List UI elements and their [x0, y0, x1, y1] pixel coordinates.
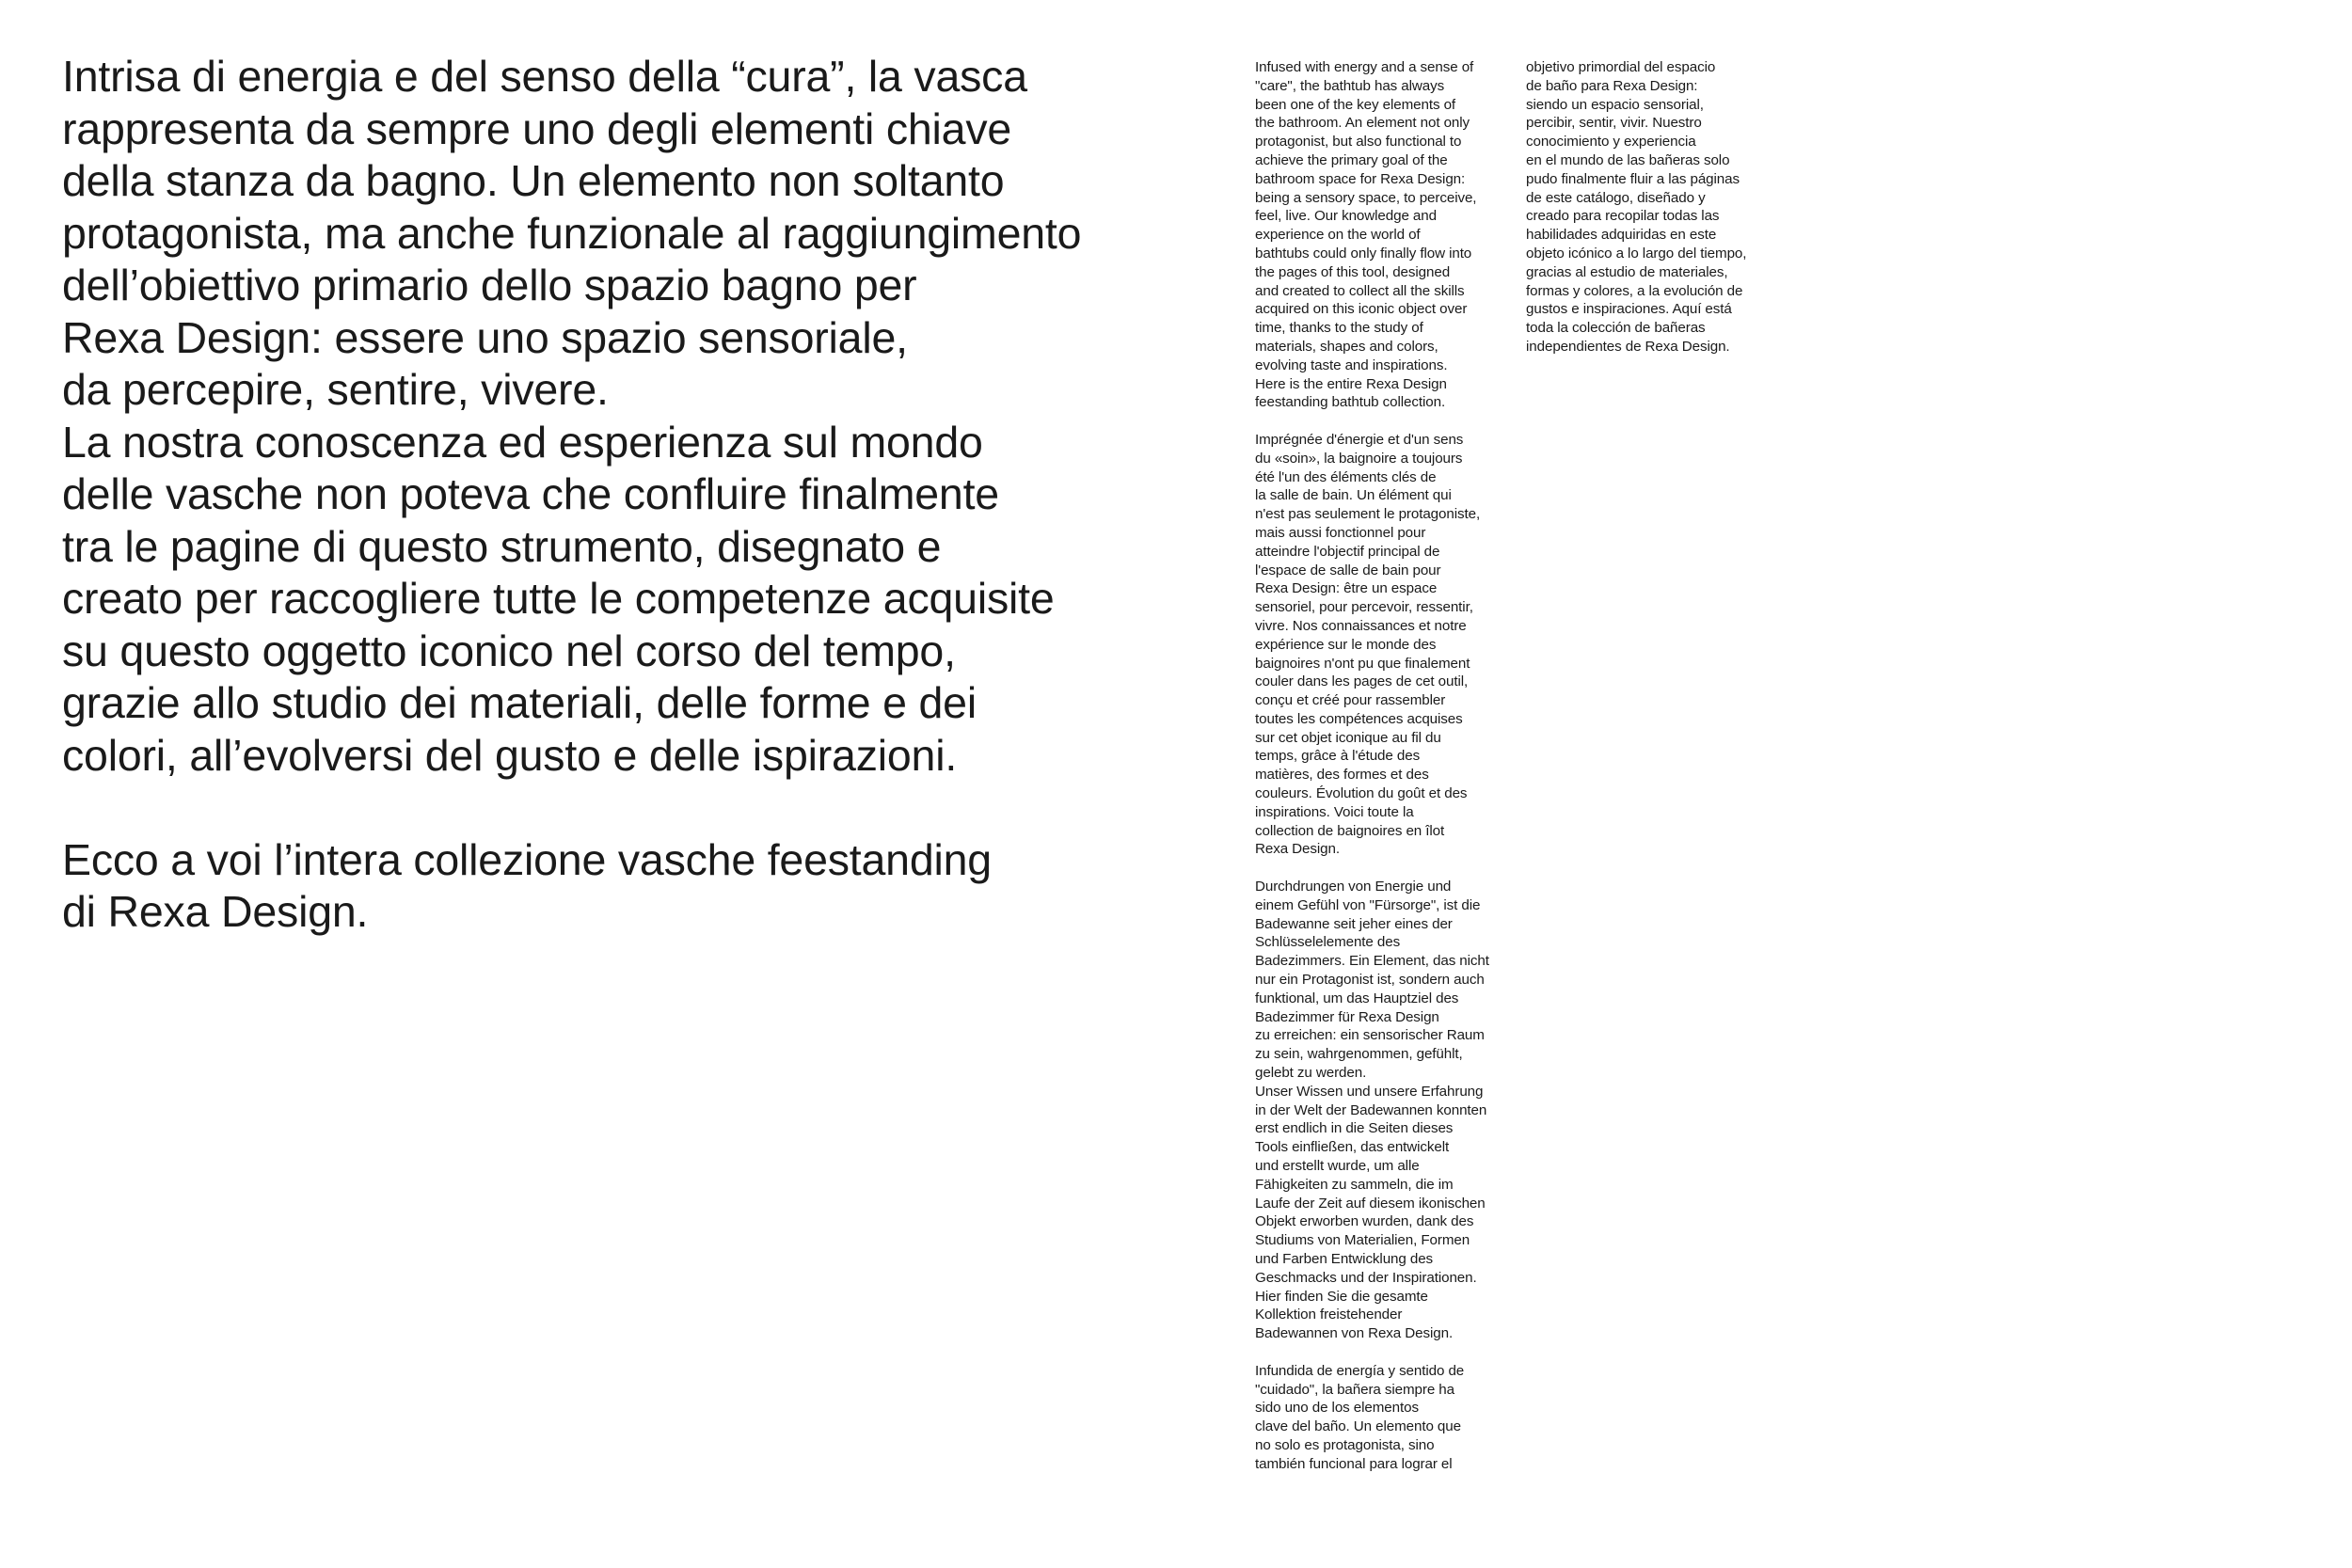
text-line: zu erreichen: ein sensorischer Raum	[1255, 1027, 1485, 1044]
text-line: Intrisa di energia e del senso della “cura”, la vasca	[62, 52, 1027, 101]
text-line: colori, all’evolversi del gusto e delle ispirazioni.	[62, 730, 958, 780]
text-line: acquired on this iconic object over	[1255, 301, 1468, 318]
text-line: couler dans les pages de cet outil,	[1255, 673, 1469, 690]
text-line: "cuidado", la bañera siempre ha	[1255, 1381, 1455, 1398]
text-line: Fähigkeiten zu sammeln, die im	[1255, 1176, 1454, 1193]
text-line: nur ein Protagonist ist, sondern auch	[1255, 972, 1485, 989]
text-line: materials, shapes and colors,	[1255, 338, 1438, 355]
text-line: también funcional para lograr el	[1255, 1455, 1453, 1472]
italian-text	[62, 51, 1191, 939]
text-line: bathroom space for Rexa Design:	[1255, 170, 1466, 187]
text-line: inspirations. Voici toute la	[1255, 803, 1414, 820]
text-line: Here is the entire Rexa Design	[1255, 375, 1447, 392]
text-line: creato per raccogliere tutte le competenze acquisite	[62, 574, 1055, 623]
text-line: formas y colores, a la evolución de	[1526, 282, 1743, 299]
italian-paragraph-1	[62, 51, 1191, 782]
text-line: su questo oggetto iconico nel corso del tempo,	[62, 626, 956, 675]
text-line: einem Gefühl von "Fürsorge", ist die	[1255, 896, 1481, 913]
text-line: atteindre l'objectif principal de	[1255, 543, 1440, 560]
text-line: siendo un espacio sensorial,	[1526, 96, 1704, 113]
text-line: Badewannen von Rexa Design.	[1255, 1325, 1454, 1342]
text-line: Badezimmers. Ein Element, das nicht	[1255, 953, 1489, 970]
text-line: protagonista, ma anche funzionale al raggiungimento	[62, 208, 1082, 258]
text-line: feestanding bathtub collection.	[1255, 394, 1446, 411]
text-line: und erstellt wurde, um alle	[1255, 1158, 1420, 1175]
text-line: du «soin», la baignoire a toujours	[1255, 450, 1463, 467]
text-line: the bathroom. An element not only	[1255, 115, 1470, 132]
text-line: collection de baignoires en îlot	[1255, 822, 1445, 839]
english-text	[1255, 58, 1537, 412]
text-line: Studiums von Materialien, Formen	[1255, 1232, 1470, 1249]
text-line: Kollektion freistehender	[1255, 1307, 1403, 1323]
text-line: pudo finalmente fluir a las páginas	[1526, 170, 1740, 187]
text-line: bathtubs could only finally flow into	[1255, 245, 1472, 261]
text-line: creado para recopilar todas las	[1526, 208, 1720, 225]
text-line: Infundida de energía y sentido de	[1255, 1362, 1465, 1379]
text-line: and created to collect all the skills	[1255, 282, 1465, 299]
text-line: habilidades adquiridas en este	[1526, 227, 1717, 244]
text-line: time, thanks to the study of	[1255, 320, 1423, 337]
text-line: Badewanne seit jeher eines der	[1255, 915, 1453, 932]
text-line: Objekt erworben wurden, dank des	[1255, 1213, 1474, 1230]
text-line: Schlüsselelemente des	[1255, 934, 1401, 951]
text-line: Laufe der Zeit auf diesem ikonischen	[1255, 1195, 1486, 1212]
text-line: mais aussi fonctionnel pour	[1255, 524, 1426, 541]
text-line: gracias al estudio de materiales,	[1526, 263, 1728, 280]
text-line: sido uno de los elementos	[1255, 1400, 1419, 1417]
text-line: evolving taste and inspirations.	[1255, 356, 1448, 373]
text-line: Unser Wissen und unsere Erfahrung	[1255, 1083, 1484, 1100]
text-line: independientes de Rexa Design.	[1526, 338, 1730, 355]
text-line: Durchdrungen von Energie und	[1255, 879, 1452, 895]
text-line: Ecco a voi l’intera collezione vasche feestanding	[62, 834, 992, 884]
text-line: Infused with energy and a sense of	[1255, 59, 1474, 75]
text-line: Rexa Design: essere uno spazio sensoriale,	[62, 312, 908, 362]
text-line: en el mundo de las bañeras solo	[1526, 151, 1730, 168]
text-line: sensoriel, pour percevoir, ressentir,	[1255, 599, 1473, 616]
text-line: della stanza da bagno. Un elemento non soltanto	[62, 156, 1005, 205]
translations-column-2	[1526, 58, 1808, 375]
text-line: temps, grâce à l'étude des	[1255, 748, 1421, 765]
text-line: couleurs. Évolution du goût et des	[1255, 785, 1468, 802]
text-line: protagonist, but also functional to	[1255, 134, 1462, 150]
text-line: Imprégnée d'énergie et d'un sens	[1255, 431, 1464, 448]
french-text	[1255, 431, 1537, 859]
text-line: sur cet objet iconique au fil du	[1255, 729, 1441, 746]
text-line: gustos e inspiraciones. Aquí está	[1526, 301, 1732, 318]
text-line: clave del baño. Un elemento que	[1255, 1418, 1461, 1435]
text-line: expérience sur le monde des	[1255, 636, 1437, 653]
text-line: da percepire, sentire, vivere.	[62, 365, 609, 414]
text-line: being a sensory space, to perceive,	[1255, 189, 1477, 206]
text-line: Geschmacks und der Inspirationen.	[1255, 1269, 1477, 1286]
text-line: toda la colección de bañeras	[1526, 320, 1706, 337]
text-line: vivre. Nos connaissances et notre	[1255, 617, 1467, 634]
text-line: been one of the key elements of	[1255, 96, 1456, 113]
text-line: de baño para Rexa Design:	[1526, 77, 1698, 94]
text-line: n'est pas seulement le protagoniste,	[1255, 506, 1481, 523]
text-line: di Rexa Design.	[62, 887, 369, 936]
text-line: gelebt zu werden.	[1255, 1065, 1367, 1082]
german-text	[1255, 878, 1537, 1343]
paragraph-gap	[62, 782, 1191, 834]
text-line: no solo es protagonista, sino	[1255, 1436, 1435, 1453]
text-line: experience on the world of	[1255, 227, 1421, 244]
text-line: toutes les compétences acquises	[1255, 710, 1463, 727]
spanish-text-part-1	[1255, 1362, 1537, 1474]
text-line: objeto icónico a lo largo del tiempo,	[1526, 245, 1747, 261]
text-line: funktional, um das Hauptziel des	[1255, 990, 1459, 1006]
text-line: "care", the bathtub has always	[1255, 77, 1445, 94]
text-line: grazie allo studio dei materiali, delle forme e dei	[62, 678, 977, 727]
text-line: La nostra conoscenza ed esperienza sul mondo	[62, 417, 983, 467]
text-line: été l'un des éléments clés de	[1255, 468, 1437, 485]
text-line: objetivo primordial del espacio	[1526, 59, 1716, 75]
text-line: Rexa Design.	[1255, 841, 1340, 858]
text-line: matières, des formes et des	[1255, 767, 1429, 784]
text-line: percibir, sentir, vivir. Nuestro	[1526, 115, 1702, 132]
text-line: erst endlich in die Seiten dieses	[1255, 1120, 1454, 1137]
translations-column-1	[1255, 58, 1537, 1492]
text-line: Rexa Design: être un espace	[1255, 580, 1438, 597]
text-line: dell’obiettivo primario dello spazio bagno per	[62, 261, 917, 309]
text-line: Tools einfließen, das entwickelt	[1255, 1139, 1450, 1156]
text-line: delle vasche non poteva che confluire finalmente	[62, 469, 999, 518]
text-line: conocimiento y experiencia	[1526, 134, 1696, 150]
text-line: conçu et créé pour rassembler	[1255, 692, 1446, 709]
italian-paragraph-2	[62, 834, 1191, 939]
text-line: rappresenta da sempre uno degli elementi chiave	[62, 103, 1012, 153]
text-line: achieve the primary goal of the	[1255, 151, 1448, 168]
text-line: de este catálogo, diseñado y	[1526, 189, 1706, 206]
text-line: baignoires n'ont pu que finalement	[1255, 655, 1470, 672]
text-line: l'espace de salle de bain pour	[1255, 562, 1441, 578]
text-line: feel, live. Our knowledge and	[1255, 208, 1437, 225]
text-line: Badezimmer für Rexa Design	[1255, 1008, 1439, 1025]
spanish-text-part-2	[1526, 58, 1808, 356]
text-line: zu sein, wahrgenommen, gefühlt,	[1255, 1046, 1463, 1063]
text-line: la salle de bain. Un élément qui	[1255, 487, 1452, 504]
text-line: tra le pagine di questo strumento, disegnato e	[62, 521, 942, 571]
text-line: Hier finden Sie die gesamte	[1255, 1288, 1428, 1305]
text-line: und Farben Entwicklung des	[1255, 1251, 1434, 1267]
text-line: in der Welt der Badewannen konnten	[1255, 1101, 1487, 1118]
text-line: the pages of this tool, designed	[1255, 263, 1451, 280]
